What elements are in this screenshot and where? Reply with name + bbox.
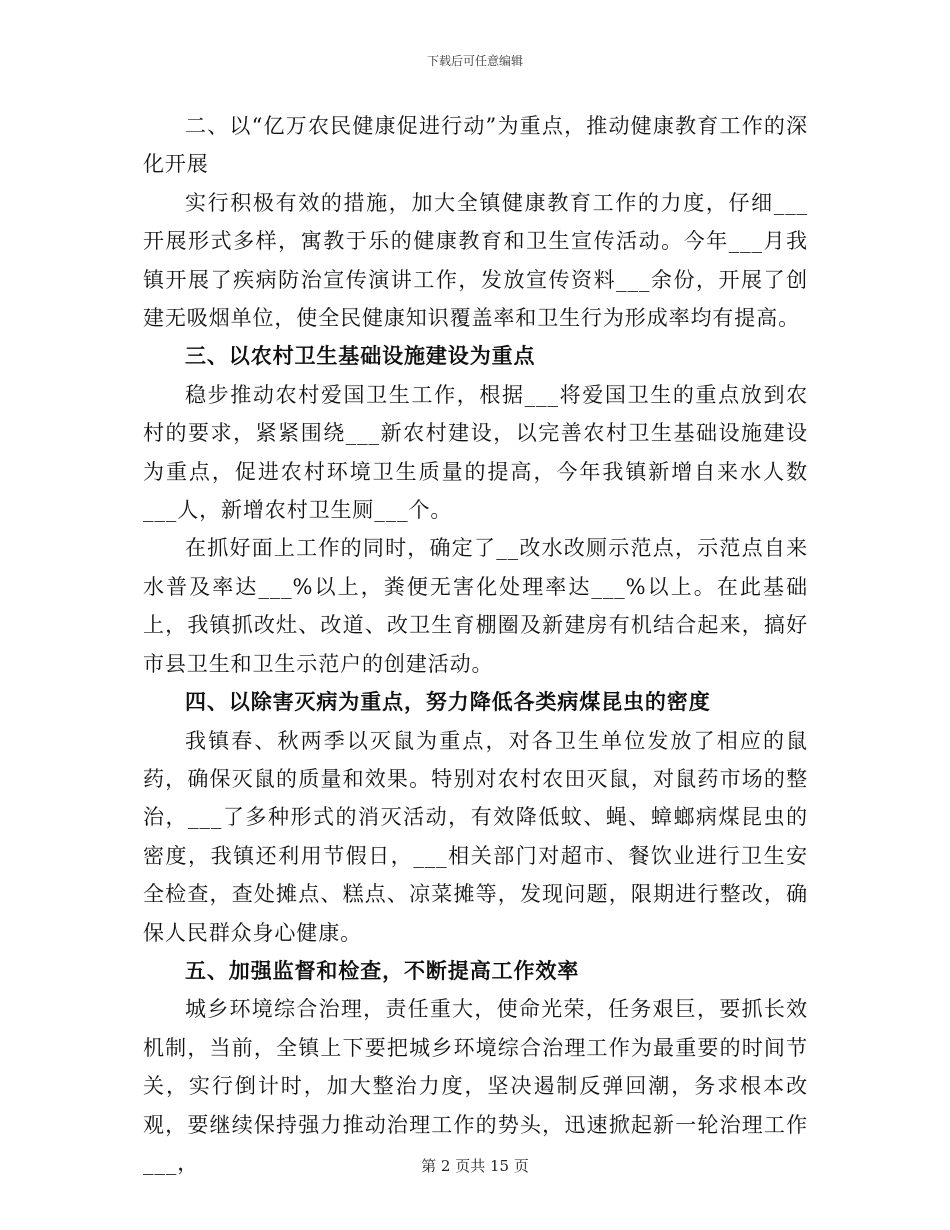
page-header: 下载后可任意编辑 [426,54,523,68]
paragraph: 城乡环境综合治理，责任重大，使命光荣，任务艰巨，要抓长效机制，当前，全镇上下要把城乡环境综合治理工作为最重要的时间节关，实行倒计时，加大整治力度，坚决遏制反弹回潮，务求根本改观，要继续保持强力推动治理工作的势头，迅速掀起新一轮治理工作___， [143,997,808,1175]
section-heading-5: 五、加强监督和检查，不断提高工作效率 [185,957,580,983]
document-body [143,107,808,1182]
page-footer: 第 2 页共 15 页 [421,1157,529,1175]
paragraph: 在抓好面上工作的同时，确定了__改水改厕示范点，示范点自来水普及率达___%以上，粪便无害化处理率达___%以上。在此基础上，我镇抓改灶、改道、改卫生育棚圈及新建房有机结合起来，搞好市县卫生和卫生示范户的创建活动。 [143,536,808,676]
section-heading-4: 四、以除害灭病为重点，努力降低各类病煤昆虫的密度 [185,689,711,715]
paragraph: 实行积极有效的措施，加大全镇健康教育工作的力度，仔细___开展形式多样，寓教于乐的健康教育和卫生宣传活动。今年___月我镇开展了疾病防治宣传演讲工作，发放宣传资料___余份，开展了创建无吸烟单位，使全民健康知识覆盖率和卫生行为形成率均有提高。 [143,190,808,331]
section-heading-2: 二、以“亿万农民健康促进行动”为重点，推动健康教育工作的深化开展 [143,114,808,177]
paragraph: 我镇春、秋两季以灭鼠为重点，对各卫生单位发放了相应的鼠药，确保灭鼠的质量和效果。特别对农村农田灭鼠，对鼠药市场的整治，___了多种形式的消灭活动，有效降低蚊、蝇、蟑螂病煤昆虫的密度，我镇还利用节假日，___相关部门对超市、餐饮业进行卫生安全检查，查处摊点、糕点、凉菜摊等，发现问题，限期进行整改，确保人民群众身心健康。 [143,728,808,945]
paragraph: 稳步推动农村爱国卫生工作，根据___将爱国卫生的重点放到农村的要求，紧紧围绕___新农村建设，以完善农村卫生基础设施建设为重点，促进农村环境卫生质量的提高，今年我镇新增自来水人数___人，新增农村卫生厕___个。 [143,382,808,523]
section-heading-3: 三、以农村卫生基础设施建设为重点 [185,343,536,369]
